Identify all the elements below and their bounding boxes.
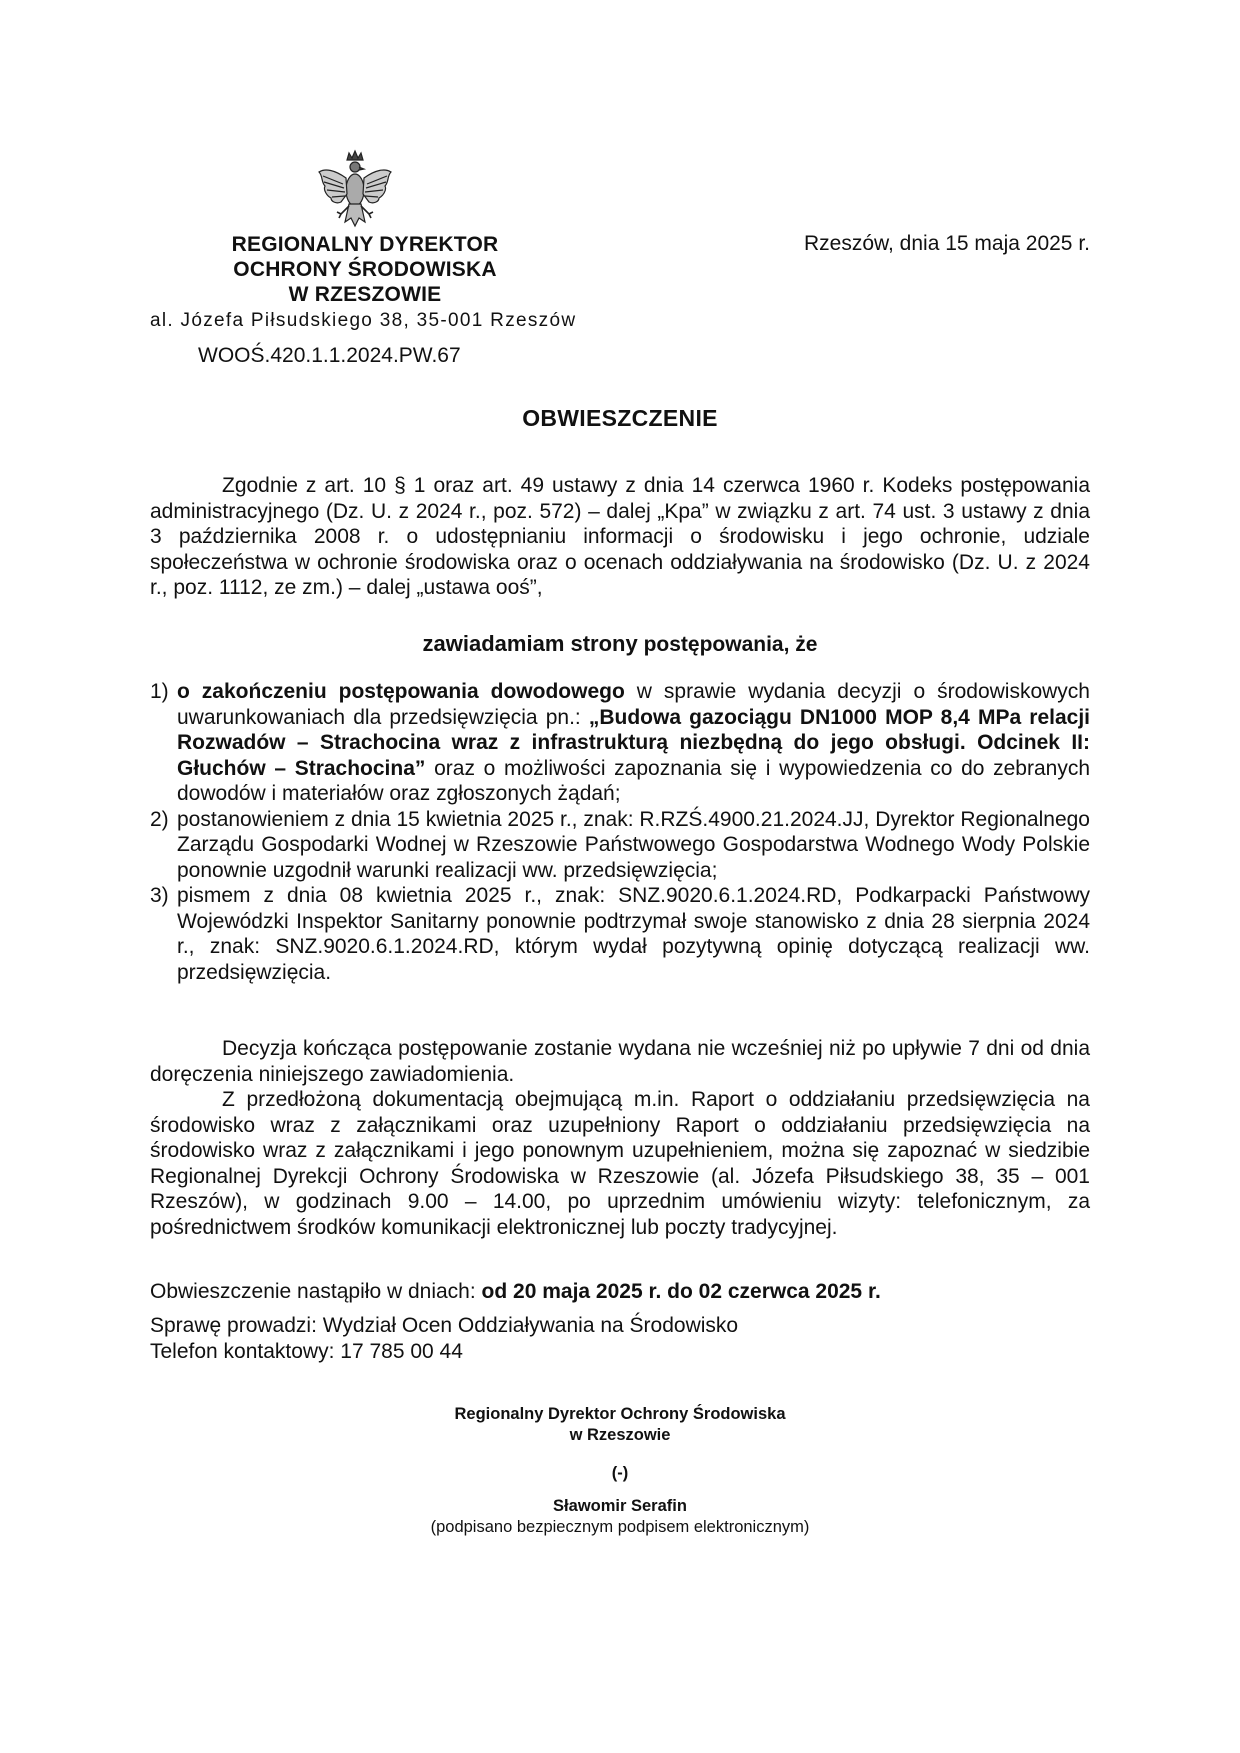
signatory-block	[0, 1496, 1240, 1538]
document-title: OBWIESZCZENIE	[522, 405, 718, 431]
signatory-title	[0, 1404, 1240, 1446]
documentation-paragraph	[150, 1087, 1090, 1240]
authority-line-1: REGIONALNY DYREKTOR	[231, 233, 499, 256]
list-item-text: oraz o możliwości zapoznania się i wypowiedzenia co do zebranych dowodów i materiałów oraz zgłoszonych żądań;	[177, 756, 1090, 805]
contact-info	[150, 1313, 1090, 1364]
publication-period-value: od 20 maja 2025 r. do 02 czerwca 2025 r.	[481, 1280, 881, 1303]
list-item-number: 2)	[150, 807, 169, 831]
case-reference: WOOŚ.420.1.1.2024.PW.67	[198, 344, 461, 367]
decision-text: Decyzja kończąca postępowanie zostanie wydana nie wcześniej niż po upływie 7 dni od dnia doręczenia niniejszego zawiadomienia.	[150, 1037, 1090, 1086]
project-name: „Budowa gazociągu DN1000 MOP 8,4 MPa relacji Rozwadów – Strachocina wraz z infrastrukturą niezbędną do jego obsługi. Odcinek II: Głuchów – Strachocina”	[177, 705, 1090, 780]
publication-period-label: Obwieszczenie nastąpiło w dniach:	[150, 1280, 476, 1303]
signatory-title-line-2: w Rzeszowie	[569, 1426, 671, 1444]
decision-paragraph	[150, 1036, 1090, 1087]
list-item	[150, 883, 1090, 985]
publication-period	[150, 1279, 1090, 1305]
list-item-number: 1)	[150, 680, 169, 703]
signature-mark: (-)	[611, 1464, 629, 1482]
list-item-number: 3)	[150, 884, 169, 907]
notification-list	[150, 679, 1090, 985]
handled-by: Sprawę prowadzi: Wydział Ocen Oddziaływania na Środowisko	[150, 1314, 739, 1337]
list-item-bold-lead: o zakończeniu postępowania dowodowego	[177, 680, 625, 703]
intro-paragraph	[150, 473, 1090, 601]
signatory-name: Sławomir Serafin	[553, 1497, 687, 1515]
issuing-authority	[190, 232, 540, 307]
notification-heading	[0, 631, 1240, 657]
authority-address: al. Józefa Piłsudskiego 38, 35-001 Rzeszów	[150, 310, 577, 331]
polish-eagle-emblem-icon	[315, 148, 395, 238]
documentation-text: Z przedłożoną dokumentacją obejmującą m.in. Raport o oddziałaniu przedsięwzięcia na środowisko wraz z załącznikami oraz uzupełniony Raport o oddziałaniu przedsięwzięcia na środowisko wraz z załącznikami i jego ponownym uzupełnieniem, można się zapoznać w siedzibie Regionalnej Dyrekcji Ochrony Środowiska w Rzeszowie (al. Józefa Piłsudskiego 38, 35 – 001 Rzeszów), w godzinach 9.00 – 14.00, po uprzednim umówieniu wizyty: telefonicznym, za pośrednictwem środków komunikacji elektronicznej lub poczty tradycyjnej.	[150, 1088, 1090, 1239]
authority-line-3: W RZESZOWIE	[288, 283, 442, 306]
signatory-title-line-1: Regionalny Dyrektor Ochrony Środowiska	[454, 1405, 786, 1423]
contact-phone: Telefon kontaktowy: 17 785 00 44	[150, 1339, 463, 1363]
list-item	[150, 679, 1090, 807]
intro-text: Zgodnie z art. 10 § 1 oraz art. 49 ustawy z dnia 14 czerwca 1960 r. Kodeks postępowania administracyjnego (Dz. U. z 2024 r., poz. 572) – dalej „Kpa” w związku z art. 74 ust. 3 ustawy z dnia 3 października 2008 r. o udostępnianiu informacji o środowisku i jego ochronie, udziale społeczeństwa w ochronie środowiska oraz o ocenach oddziaływania na środowisko (Dz. U. z 2024 r., poz. 1112, ze zm.) – dalej „ustawa ooś”,	[150, 474, 1090, 599]
list-item-text: postanowieniem z dnia 15 kwietnia 2025 r., znak: R.RZŚ.4900.21.2024.JJ, Dyrektor Regionalnego Zarządu Gospodarki Wodnej w Rzeszowie Państwowego Gospodarstwa Wodnego Wody Polskie ponownie uzgodnił warunki realizacji ww. przedsięwzięcia;	[177, 807, 1090, 882]
notification-heading-part2: postępowania, że	[643, 633, 818, 656]
list-item-text: w sprawie wydania decyzji o środowiskowych uwarunkowaniach dla przedsięwzięcia pn.:	[177, 680, 1090, 729]
document-date: Rzeszów, dnia 15 maja 2025 r.	[803, 232, 1090, 255]
signature-note: (podpisano bezpiecznym podpisem elektronicznym)	[430, 1518, 810, 1536]
list-item-text: pismem z dnia 08 kwietnia 2025 r., znak: SNZ.9020.6.1.2024.RD, Podkarpacki Państwowy Wojewódzki Inspektor Sanitarny ponownie podtrzymał swoje stanowisko z dnia 28 sierpnia 2024 r., znak: SNZ.9020.6.1.2024.RD, którym wydał pozytywną opinię dotyczącą realizacji ww. przedsięwzięcia.	[177, 884, 1090, 984]
notification-heading-part1: zawiadamiam strony	[422, 631, 638, 656]
authority-line-2: OCHRONY ŚRODOWISKA	[233, 258, 497, 281]
list-item	[150, 807, 1090, 884]
